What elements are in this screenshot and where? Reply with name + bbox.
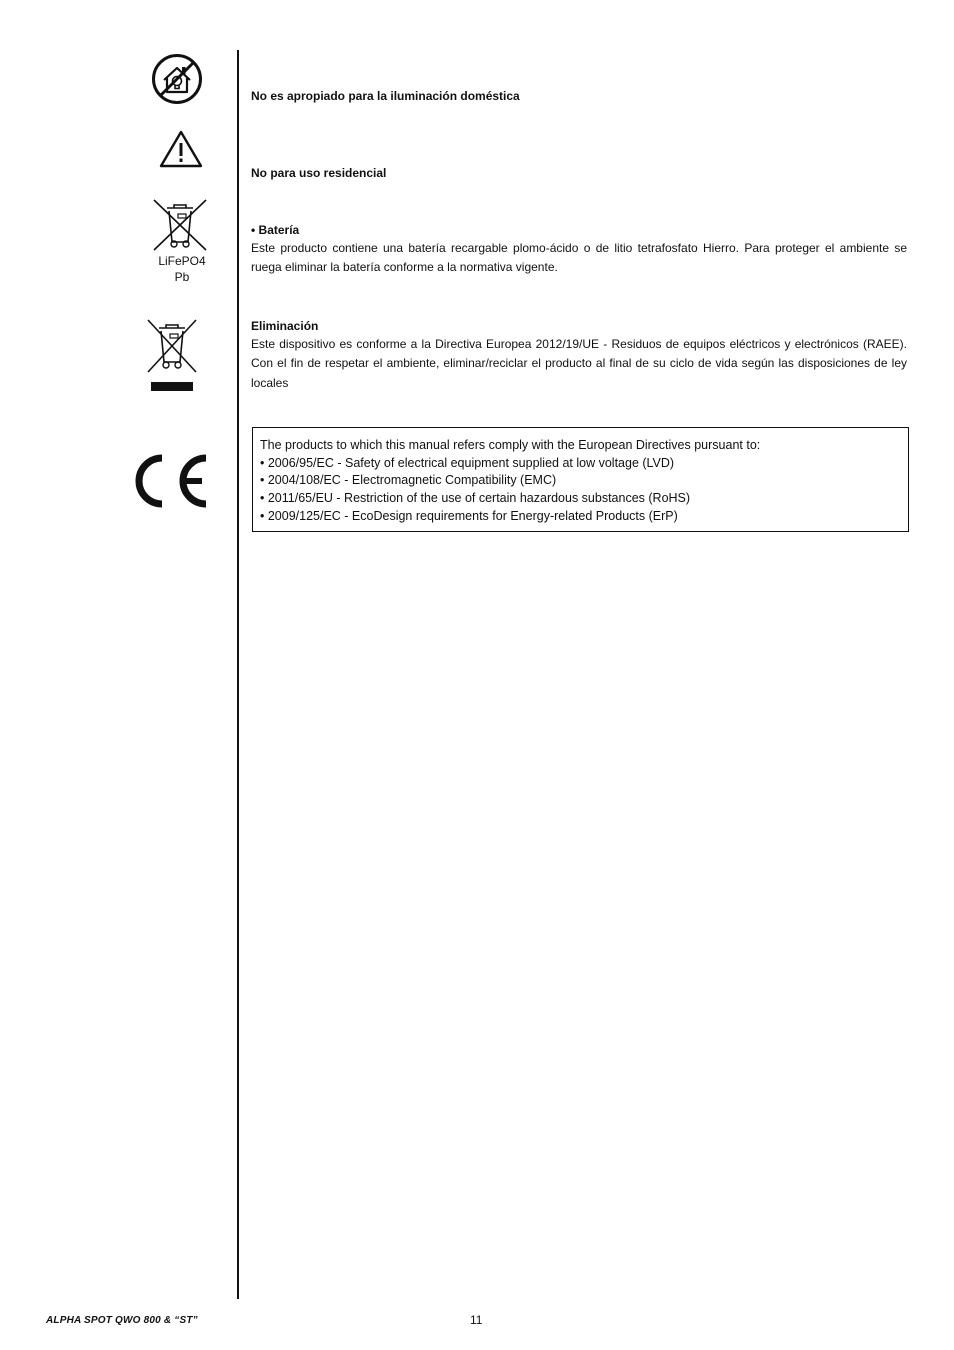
battery-heading: • Batería <box>251 223 300 237</box>
page-number: 11 <box>470 1313 483 1327</box>
compliance-item: • 2004/108/EC - Electromagnetic Compatibility (EMC) <box>260 473 557 488</box>
column-divider <box>237 50 239 1299</box>
no-home-use-icon <box>151 53 203 105</box>
ce-mark-icon <box>128 450 210 512</box>
compliance-box <box>252 427 909 532</box>
not-home-heading: No es apropiado para la iluminación doméstica <box>251 89 520 103</box>
compliance-item: • 2009/125/EC - EcoDesign requirements for Energy-related Products (ErP) <box>260 508 678 523</box>
battery-body: Este producto contiene una batería recargable plomo-ácido o de litio tetrafosfato Hierro. Para proteger el ambiente se ruega eliminar la batería conforme a la normativa vigente. <box>251 241 907 275</box>
not-residential-heading: No para uso residencial <box>251 166 387 180</box>
compliance-item: • 2006/95/EC - Safety of electrical equipment supplied at low voltage (LVD) <box>260 455 675 470</box>
disposal-heading: Eliminación <box>251 319 319 333</box>
battery-type-label-1: LiFePO4 <box>158 254 206 268</box>
battery-type-label-2: Pb <box>174 270 190 284</box>
compliance-intro: The products to which this manual refers comply with the European Directives pursuant to: <box>260 438 761 452</box>
crossed-bin-battery-icon <box>152 198 208 252</box>
footer-product-title: ALPHA SPOT QWO 800 & “ST” <box>46 1315 198 1326</box>
warning-triangle-icon <box>158 128 204 170</box>
disposal-body: Este dispositivo es conforme a la Directiva Europea 2012/19/UE - Residuos de equipos eléctricos y electrónicos (RAEE). Con el fin de respetar el ambiente, eliminar/reciclar el producto al final de su ciclo de vida según las disposiciones de ley locales <box>251 337 907 390</box>
crossed-bin-weee-icon <box>146 318 198 396</box>
compliance-item: • 2011/65/EU - Restriction of the use of certain hazardous substances (RoHS) <box>260 491 691 506</box>
